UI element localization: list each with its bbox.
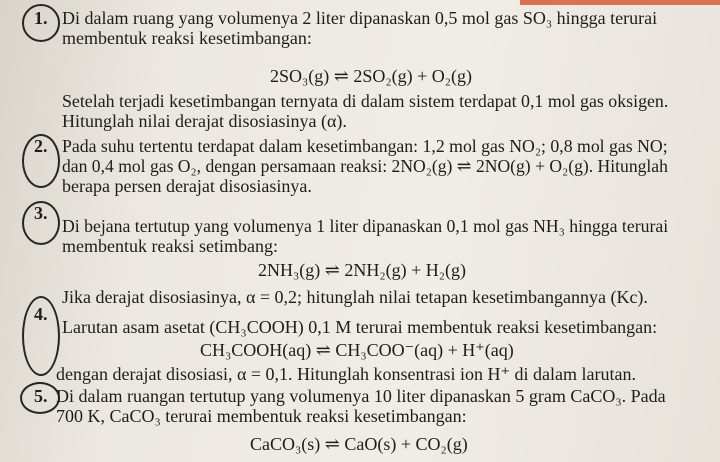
page-edge-accent	[520, 0, 720, 5]
problem-text-line: dan 0,4 mol gas O₂, dengan persamaan reaksi: 2NO₂(g) ⇌ 2NO(g) + O₂(g). Hitunglah	[62, 156, 668, 176]
problem-text-line: Di bejana tertutup yang volumenya 1 liter dipanaskan 0,1 mol gas NH₃ hingga terurai	[62, 216, 669, 236]
reaction-equation: CaCO₃(s) ⇌ CaO(s) + CO₂(g)	[250, 434, 468, 454]
problem-text-line: membentuk reaksi kesetimbangan:	[62, 28, 312, 48]
reaction-equation: 2SO₃(g) ⇌ 2SO₂(g) + O₂(g)	[270, 66, 473, 86]
problem-number: 2.	[34, 136, 48, 156]
problem-text-line: Di dalam ruang yang volumenya 2 liter dipanaskan 0,5 mol gas SO₃ hingga terurai	[62, 8, 658, 28]
problem-number: 5.	[34, 386, 48, 406]
problem-text-line: Hitunglah nilai derajat disosiasinya (α).	[62, 111, 347, 131]
problem-text-line: dengan derajat disosiasi, α = 0,1. Hitunglah konsentrasi ion H⁺ di dalam larutan.	[56, 364, 636, 384]
problem-text-line: Di dalam ruangan tertutup yang volumenya 10 liter dipanaskan 5 gram CaCO₃. Pada	[56, 386, 666, 406]
problem-number: 1.	[34, 8, 48, 28]
problem-number: 4.	[34, 304, 48, 324]
reaction-equation: 2NH₃(g) ⇌ 2NH₂(g) + H₂(g)	[258, 260, 467, 280]
problem-text-line: Larutan asam asetat (CH₃COOH) 0,1 M terurai membentuk reaksi kesetimbangan:	[62, 317, 658, 337]
problem-text-line: berapa persen derajat disosiasinya.	[62, 176, 312, 196]
problem-text-line: Jika derajat disosiasinya, α = 0,2; hitunglah nilai tetapan kesetimbangannya (Kc).	[62, 287, 648, 307]
reaction-equation: CH₃COOH(aq) ⇌ CH₃COO⁻(aq) + H⁺(aq)	[200, 340, 514, 360]
problem-text-line: Setelah terjadi kesetimbangan ternyata di dalam sistem terdapat 0,1 mol gas oksigen.	[62, 91, 669, 111]
problem-text-line: membentuk reaksi setimbang:	[62, 236, 278, 256]
problem-text-line: Pada suhu tertentu terdapat dalam kesetimbangan: 1,2 mol gas NO₂; 0,8 mol gas NO;	[62, 136, 668, 156]
problem-number: 3.	[34, 203, 48, 223]
problem-text-line: 700 K, CaCO₃ terurai membentuk reaksi kesetimbangan:	[56, 406, 467, 426]
